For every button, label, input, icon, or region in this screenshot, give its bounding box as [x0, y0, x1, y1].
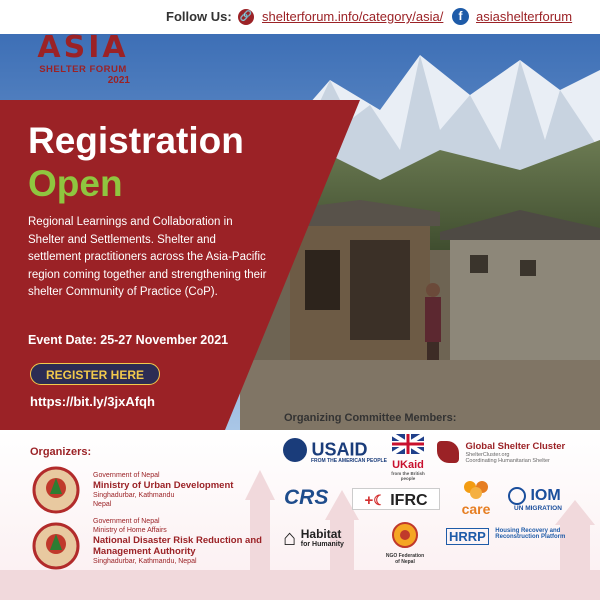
- org1-address: Singhadurbar, Kathmandu: [93, 492, 175, 499]
- org1-name: Ministry of Urban Development: [93, 480, 234, 491]
- red-crescent-icon: ☾: [373, 492, 386, 508]
- registration-link[interactable]: https://bit.ly/3jxAfqh: [30, 394, 155, 409]
- org2-name-line1: National Disaster Risk Reduction and: [93, 535, 262, 546]
- gsc-text: Global Shelter Cluster: [465, 441, 566, 452]
- iom-globe-icon: [508, 487, 526, 505]
- hrrp-sub2: Reconstruction Platform: [495, 534, 566, 540]
- logo-asia-text: ASIA: [37, 30, 129, 65]
- committee-heading: Organizing Committee Members:: [284, 412, 457, 424]
- iom-logo: [508, 487, 562, 512]
- ifrc-logo: [352, 488, 440, 510]
- habitat-text: Habitat: [300, 527, 342, 541]
- org2-name-line2: Management Authority: [93, 546, 196, 557]
- event-date: Event Date: 25-27 November 2021: [28, 333, 229, 347]
- org2-address: Singhadurbar, Kathmandu, Nepal: [93, 558, 197, 565]
- facebook-link[interactable]: asiashelterforum: [476, 9, 573, 24]
- link-icon: 🔗: [238, 9, 254, 25]
- care-text: care: [461, 501, 491, 517]
- usaid-logo: [283, 438, 387, 464]
- org2-ministry: Ministry of Home Affairs: [93, 527, 167, 534]
- title-registration: Registration: [28, 120, 244, 161]
- org1-gov: Government of Nepal: [93, 472, 160, 479]
- ukaid-sub: from the British people: [391, 471, 425, 481]
- org2-gov: Government of Nepal: [93, 518, 160, 525]
- nepal-emblem-icon: [32, 466, 80, 514]
- ngo-sub: of Nepal: [395, 559, 415, 565]
- logo-year-text: 2021: [107, 75, 130, 86]
- habitat-house-icon: ⌂: [283, 525, 297, 550]
- red-cross-icon: +: [364, 492, 374, 509]
- habitat-logo: [283, 527, 344, 549]
- ngo-text: NGO Federation: [385, 553, 425, 559]
- union-jack-icon: [392, 434, 424, 454]
- crs-text: CRS: [284, 486, 329, 509]
- title-open: Open: [28, 163, 123, 204]
- ngo-federation-logo: [380, 522, 430, 565]
- hrrp-logo: [446, 528, 565, 546]
- habitat-sub: for Humanity: [300, 541, 344, 548]
- usaid-sub: FROM THE AMERICAN PEOPLE: [311, 458, 387, 464]
- iom-text: IOM: [530, 487, 561, 504]
- care-hands-icon: [461, 478, 491, 500]
- gsc-sub2: Coordinating Humanitarian Shelter: [465, 458, 550, 464]
- description-text: Regional Learnings and Collaboration in Shelter and Settlements. Shelter and settlement practitioners across the Asia-Pacific region coming together and strengthening their shelter Community of Practice (CoP).: [28, 216, 267, 298]
- gsc-mark-icon: [437, 441, 459, 463]
- website-link[interactable]: shelterforum.info/category/asia/: [262, 9, 444, 24]
- hrrp-text: HRRP: [446, 528, 489, 545]
- ngo-federation-emblem-icon: [392, 522, 418, 548]
- global-shelter-cluster-logo: [437, 441, 565, 464]
- hrrp-sub1: Housing Recovery and: [495, 528, 561, 534]
- care-logo: [456, 478, 496, 517]
- organizer-ndrrma: [93, 517, 262, 566]
- ukaid-text: UKaid: [392, 459, 424, 471]
- asia-shelter-forum-logo: [28, 32, 138, 86]
- organizer-mud: [93, 471, 233, 509]
- crs-logo: [284, 486, 328, 510]
- logo-forum-text: SHELTER FORUM: [39, 64, 127, 75]
- gsc-sub1: ShelterCluster.org: [465, 452, 510, 458]
- organizers-heading: Organizers:: [30, 446, 92, 458]
- facebook-icon: f: [452, 8, 469, 25]
- iom-sub: UN MIGRATION: [514, 505, 562, 513]
- nepal-emblem-icon: [32, 522, 80, 570]
- follow-us-label: Follow Us:: [166, 9, 232, 24]
- usaid-seal-icon: [283, 438, 307, 462]
- org1-address2: Nepal: [93, 501, 112, 508]
- register-button[interactable]: REGISTER HERE: [30, 363, 160, 385]
- ifrc-text: IFRC: [390, 492, 428, 509]
- usaid-text: USAID: [311, 439, 368, 460]
- ukaid-logo: [388, 434, 428, 481]
